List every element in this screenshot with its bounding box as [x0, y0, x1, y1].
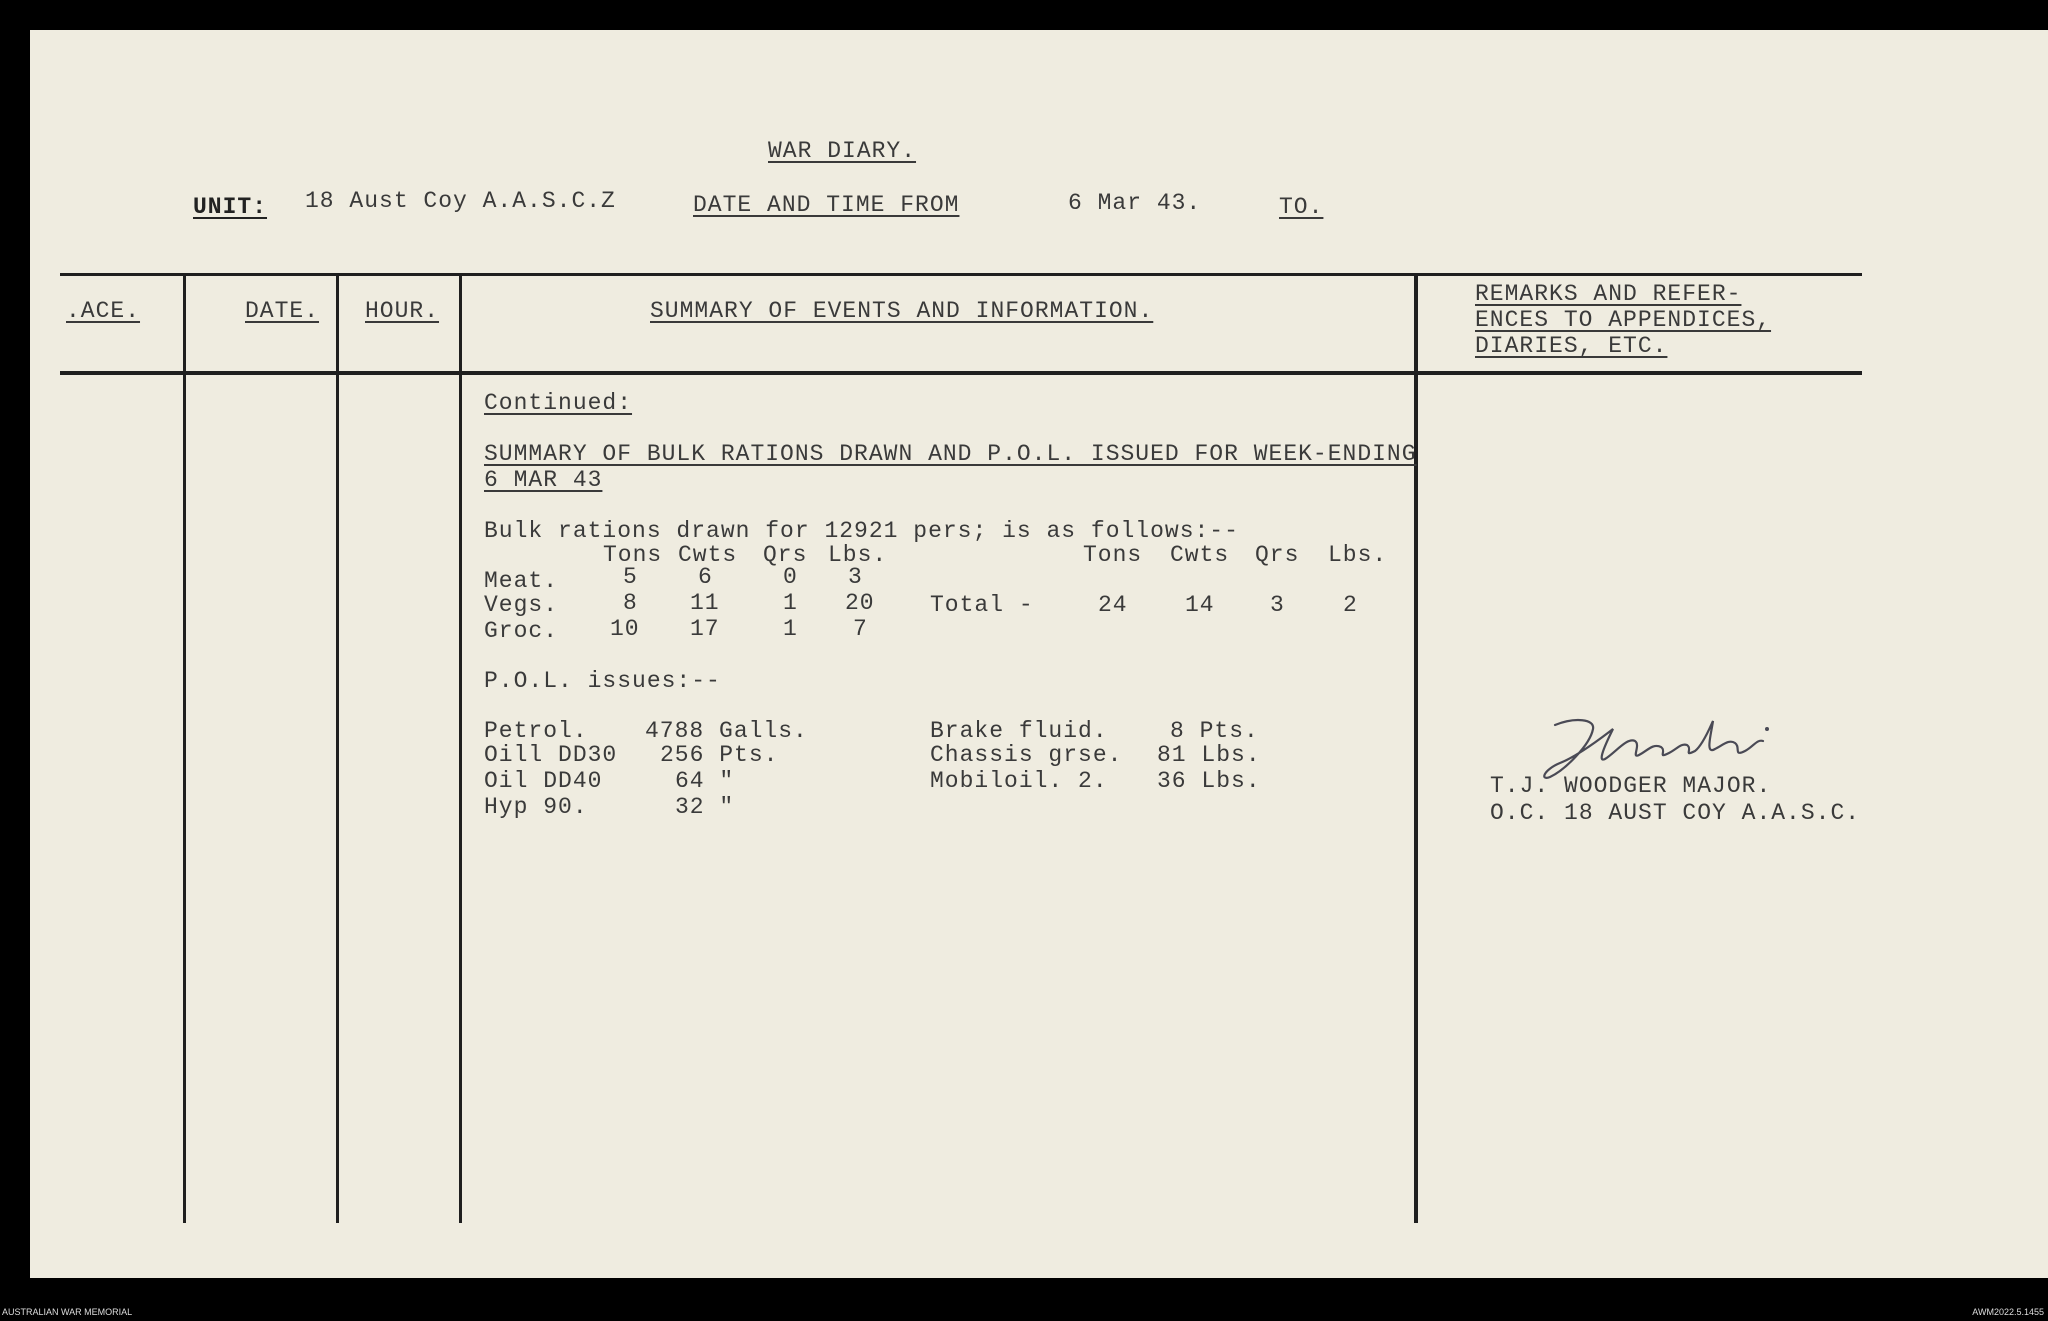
pol-qty: 32 ": [675, 794, 735, 820]
footer-institution: AUSTRALIAN WAR MEMORIAL: [2, 1307, 133, 1317]
ration-value: 20: [845, 590, 875, 616]
column-header-remarks-line-3: DIARIES, ETC.: [1475, 333, 1668, 359]
total-header-cwts: Cwts: [1170, 542, 1230, 568]
pol-item: Oil DD40: [484, 768, 603, 794]
column-header-remarks-line-2: ENCES TO APPENDICES,: [1475, 307, 1772, 333]
date-label: DATE AND TIME FROM: [693, 192, 960, 218]
total-label: Total -: [930, 592, 1034, 618]
ration-header-qrs: Qrs: [763, 542, 808, 568]
pol-qty: 8 Pts.: [1170, 718, 1259, 744]
bulk-rations-intro: Bulk rations drawn for 12921 pers; is as follows:--: [484, 518, 1239, 544]
pol-item: Oill DD30: [484, 742, 618, 768]
ration-value: 10: [610, 616, 640, 642]
ration-value: 6: [698, 564, 713, 590]
column-header-date: DATE.: [245, 298, 320, 324]
ration-header-cwts: Cwts: [678, 542, 738, 568]
ration-value: 7: [853, 616, 868, 642]
column-divider-summary: [1414, 273, 1418, 1223]
ration-value: 5: [623, 564, 638, 590]
ration-value: 17: [690, 616, 720, 642]
pol-heading: P.O.L. issues:--: [484, 668, 721, 694]
pol-item: Hyp 90.: [484, 794, 588, 820]
ration-value: 3: [848, 564, 863, 590]
column-divider-place: [183, 273, 186, 1223]
pol-item: Chassis grse.: [930, 742, 1123, 768]
page-title: WAR DIARY.: [768, 138, 917, 164]
ration-value: 11: [690, 590, 720, 616]
total-value: 2: [1343, 592, 1358, 618]
ration-item-groc: Groc.: [484, 618, 559, 644]
ration-value: 8: [623, 590, 638, 616]
pol-qty: 256 Pts.: [660, 742, 779, 768]
summary-heading-line-1: SUMMARY OF BULK RATIONS DRAWN AND P.O.L. ISSUED FOR WEEK-ENDING: [484, 441, 1417, 467]
ration-value: 1: [783, 616, 798, 642]
date-value: 6 Mar 43.: [1068, 190, 1202, 216]
ration-header-tons: Tons: [603, 542, 663, 568]
to-label: TO.: [1279, 194, 1324, 220]
signatory-name: T.J. WOODGER MAJOR.: [1490, 773, 1772, 799]
total-header-qrs: Qrs: [1255, 542, 1300, 568]
pol-qty: 4788 Galls.: [645, 718, 808, 744]
ration-item-meat: Meat.: [484, 568, 559, 594]
column-header-summary: SUMMARY OF EVENTS AND INFORMATION.: [650, 298, 1154, 324]
total-header-lbs: Lbs.: [1328, 542, 1388, 568]
ration-item-vegs: Vegs.: [484, 592, 559, 618]
pol-item: Petrol.: [484, 718, 588, 744]
column-header-place: .ACE.: [66, 298, 141, 324]
diary-page: [30, 30, 2048, 1278]
pol-qty: 64 ": [675, 768, 735, 794]
column-divider-date: [336, 273, 339, 1223]
footer-accession-number: AWM2022.5.1455: [1972, 1307, 2044, 1317]
column-divider-hour: [459, 273, 462, 1223]
ration-header-lbs: Lbs.: [828, 542, 888, 568]
column-header-hour: HOUR.: [365, 298, 440, 324]
ration-value: 0: [783, 564, 798, 590]
total-value: 24: [1098, 592, 1128, 618]
total-header-tons: Tons: [1083, 542, 1143, 568]
unit-value: 18 Aust Coy A.A.S.C.Z: [305, 188, 616, 214]
pol-item: Mobiloil. 2.: [930, 768, 1108, 794]
continued-label: Continued:: [484, 390, 633, 416]
total-value: 14: [1185, 592, 1215, 618]
table-header-rule: [60, 371, 1862, 375]
signatory-role: O.C. 18 AUST COY A.A.S.C.: [1490, 800, 1861, 826]
summary-heading-line-2: 6 MAR 43: [484, 467, 603, 493]
pol-qty: 81 Lbs.: [1157, 742, 1261, 768]
ration-value: 1: [783, 590, 798, 616]
pol-qty: 36 Lbs.: [1157, 768, 1261, 794]
total-value: 3: [1270, 592, 1285, 618]
column-header-remarks-line-1: REMARKS AND REFER-: [1475, 281, 1742, 307]
pol-item: Brake fluid.: [930, 718, 1108, 744]
table-top-rule: [60, 273, 1862, 276]
unit-label: UNIT:: [193, 194, 268, 220]
